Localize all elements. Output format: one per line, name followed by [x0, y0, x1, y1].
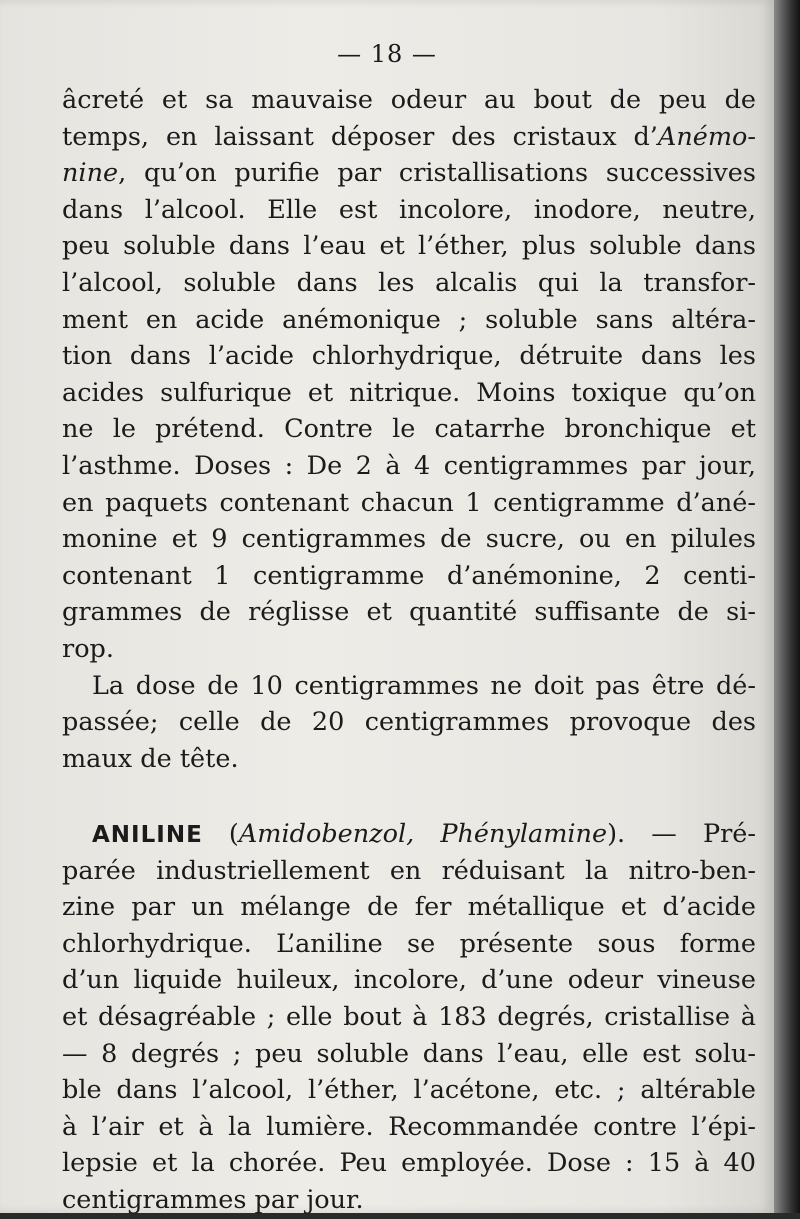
text-line: à l’air et à la lumière. Recommandée contre l’épi- — [62, 1111, 756, 1142]
text-line: l’asthme. Doses : De 2 à 4 centigrammes par jour, — [62, 450, 756, 481]
text-line: dans l’alcool. Elle est incolore, inodore, neutre, — [62, 194, 756, 225]
text-line: âcreté et sa mauvaise odeur au bout de peu de — [62, 85, 756, 115]
italic-term: nine — [62, 158, 119, 189]
text-line: rop. — [62, 633, 114, 664]
text-line: grammes de réglisse et quantité suffisante de si- — [62, 597, 756, 628]
text-line: La dose de 10 centigrammes ne doit pas être dé- — [92, 670, 756, 701]
paragraph-anemonine-dose-warning — [62, 668, 756, 778]
text-line: monine et 9 centigrammes de sucre, ou en pilules — [62, 524, 756, 555]
paragraph-aniline — [62, 816, 756, 1219]
aniline-entry — [62, 816, 756, 1219]
book-spine-shadow — [774, 0, 800, 1213]
text-line: — 8 degrés ; peu soluble dans l’eau, elle est solu- — [62, 1038, 756, 1069]
text-line: l’alcool, soluble dans les alcalis qui la transfor- — [62, 267, 756, 298]
italic-term: Anémo- — [657, 121, 756, 152]
text-line: centigrammes par jour. — [62, 1184, 364, 1215]
text-line: ne le prétend. Contre le catarrhe bronchique et — [62, 414, 756, 445]
text-line: en paquets contenant chacun 1 centigramme d’ané- — [62, 487, 756, 518]
text-line: et désagréable ; elle bout à 183 degrés, cristallise à — [62, 1001, 756, 1032]
anemonine-entry-continuation — [62, 82, 756, 777]
text-line: parée industriellement en réduisant la nitro-ben- — [62, 855, 756, 886]
text-line: acides sulfurique et nitrique. Moins toxique qu’on — [62, 377, 756, 408]
italic-term: Amidobenzol, Phénylamine — [238, 819, 608, 849]
text-line: passée; celle de 20 centigrammes provoque des — [62, 707, 756, 738]
text-line: ble dans l’alcool, l’éther, l’acétone, etc. ; altérable — [62, 1075, 756, 1106]
text-line: lepsie et la chorée. Peu employée. Dose : 15 à 40 — [62, 1148, 756, 1179]
text-line: d’un liquide huileux, incolore, d’une odeur vineuse — [62, 965, 756, 996]
text-line: zine par un mélange de fer métallique et d’acide — [62, 892, 756, 923]
text-line: ANILINE (Amidobenzol, Phénylamine). — Pré- — [92, 819, 756, 849]
text-line: contenant 1 centigramme d’anémonine, 2 centi- — [62, 560, 756, 591]
text-line: maux de tête. — [62, 743, 239, 774]
text-line: chlorhydrique. L’aniline se présente sous forme — [62, 928, 756, 959]
entry-headword: ANILINE — [92, 822, 203, 848]
page-number: — 18 — — [337, 40, 437, 68]
text-line: tion dans l’acide chlorhydrique, détruite dans les — [62, 341, 756, 372]
text-line: peu soluble dans l’eau et l’éther, plus soluble dans — [62, 231, 756, 262]
paragraph-anemonine-description — [62, 82, 756, 668]
text-line: temps, en laissant déposer des cristaux d’Anémo- — [62, 121, 756, 152]
text-line: nine, qu’on purifie par cristallisations successives — [62, 158, 756, 189]
text-line: ment en acide anémonique ; soluble sans altéra- — [62, 304, 756, 335]
